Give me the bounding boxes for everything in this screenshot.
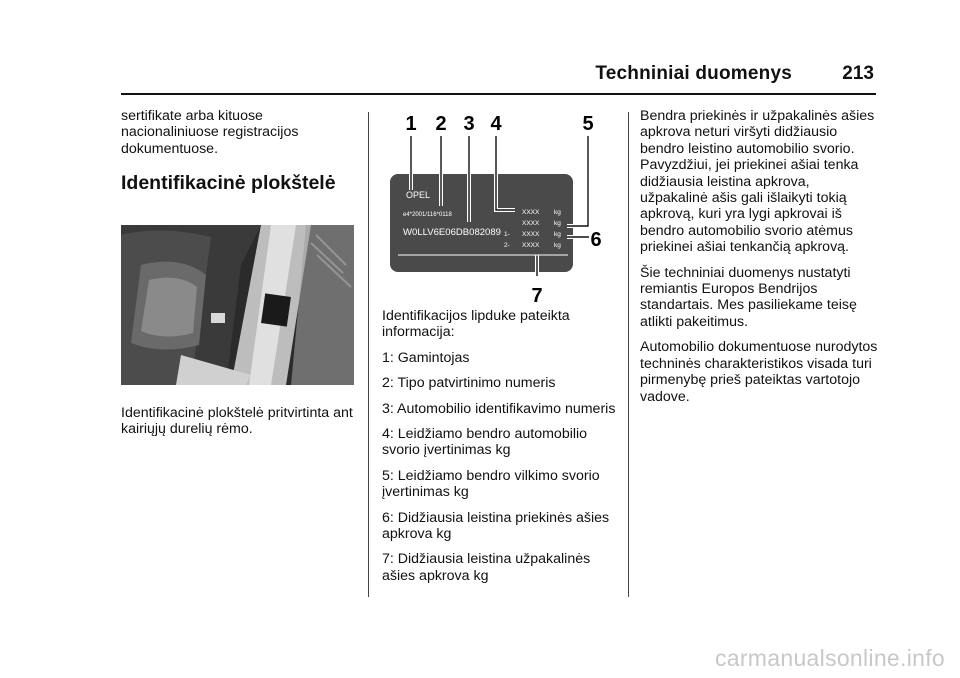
running-header-title: Techniniai duomenys [595,63,792,84]
intro-paragraph: sertifikate arba kituose nacionaliniuose registracijos dokumentuose. [121,108,299,157]
column-divider-right [628,112,629,597]
plate-info-item-7: 7: Didžiausia leistina užpakalinės ašies apkrova kg [382,551,591,584]
plate-info-item-1: 1: Gamintojas [382,349,470,366]
plate-weight-2: XXXX [522,220,540,227]
page-number: 213 [842,63,874,84]
plate-weight-4: XXXX [522,242,540,249]
middle-column [382,308,620,593]
left-column [121,108,353,166]
standards-paragraph: Šie techniniai duomenys nustatyti remiantis Europos Bendrijos standartais. Mes pasiliekame teisę atlikti pakeitimus. [640,264,857,330]
callout-6: 6 [590,229,602,251]
callout-1: 1 [405,113,417,135]
column-divider-left [368,112,369,597]
plate-info-item-5: 5: Leidžiamo bendro vilkimo svorio įvertinimas kg [382,467,600,501]
plate-info-item-2: 2: Tipo patvirtinimo numeris [382,375,556,392]
plate-unit-3: kg [554,231,561,238]
callout-5: 5 [582,113,594,135]
plate-info-item-3: 3: Automobilio identifikavimo numeris [382,400,616,417]
plate-vin: W0LLV6E06DB082089 [403,227,501,238]
section-heading: Identifikacinė plokštelė [121,172,336,194]
plate-unit-1: kg [554,209,561,216]
plate-approval-number: e4*2001/116*0118 [403,212,452,218]
axle-load-paragraph: Bendra priekinės ir užpakalinės ašies apkrova neturi viršyti didžiausio bendro leistino automobilio svorio. Pavyzdžiui, jei priekinei ašiai tenka didžiausia leistina apkrova, užpakalinė ašis gali išlaikyti tokią apkrovą, kuri yra lygi apkrovai iš bendro automobilio svorio atėmus priekinei ašiai tenkančią apkrovą. [640,108,875,256]
callout-2: 2 [435,113,447,135]
documents-paragraph: Automobilio dokumentuose nurodytos techninės charakteristikos visada turi pirmenybę prieš pateiktas vartotojo vadove. [640,339,878,405]
identification-plate-diagram [384,110,614,305]
door-frame-photo [121,225,354,385]
plate-body [390,174,573,272]
plate-info-intro: Identifikacijos lipduke pateikta informacija: [382,308,570,341]
plate-unit-2: kg [554,220,561,227]
plate-axle-1-prefix: 1- [504,231,510,238]
watermark: carmanualsonline.info [714,645,945,671]
plate-info-item-4: 4: Leidžiamo bendro automobilio svorio įvertinimas kg [382,426,588,459]
right-column [640,108,878,414]
plate-info-item-6: 6: Didžiausia leistina priekinės ašies apkrova kg [382,509,610,543]
header-rule [121,93,876,95]
plate-axle-2-prefix: 2- [504,242,510,249]
plate-weight-3: XXXX [522,231,540,238]
photo-caption: Identifikacinė plokštelė pritvirtinta ant kairiųjų durelių rėmo. [121,405,353,438]
callout-7: 7 [531,285,543,305]
plate-brand: OPEL [406,190,431,200]
callout-4: 4 [490,113,502,135]
callout-3: 3 [463,113,475,135]
plate-unit-4: kg [554,242,561,249]
plate-weight-1: XXXX [522,209,540,216]
